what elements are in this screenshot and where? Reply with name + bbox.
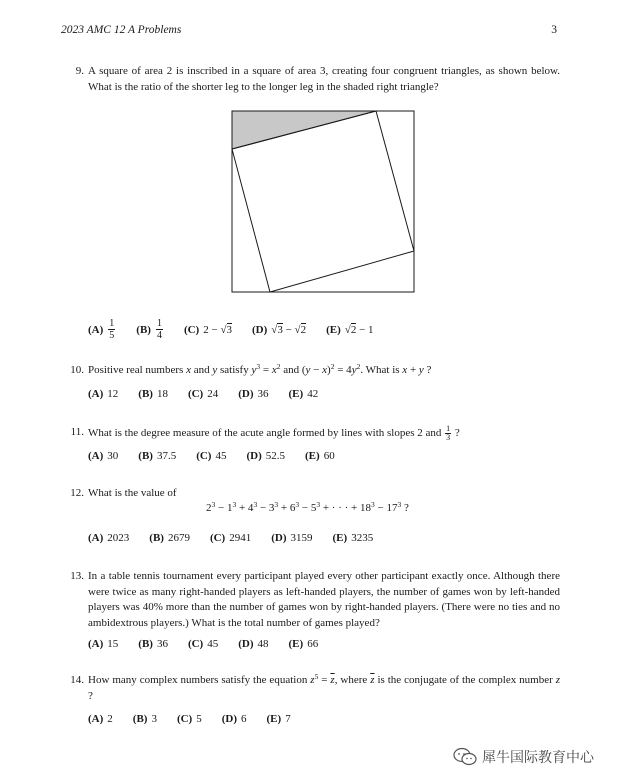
question-text: What is the value of: [88, 487, 177, 499]
choice-b[interactable]: (B) 37.5: [138, 450, 177, 462]
q11-choices: [88, 450, 355, 462]
choice-a[interactable]: (A) $\frac{1}{5}$: [88, 318, 115, 341]
choice-c[interactable]: (C) 45: [187, 638, 219, 650]
choice-e[interactable]: (E) 60: [305, 450, 335, 462]
page-header-title: 2023 AMC 12 A Problems: [61, 24, 182, 36]
question-number: 11.: [70, 426, 84, 438]
choice-e[interactable]: (E) 42: [288, 388, 319, 400]
question-9: [66, 64, 560, 95]
choice-d[interactable]: (D) 6: [221, 713, 247, 725]
choice-a[interactable]: (A) 15: [88, 638, 119, 650]
fraction-one-fourth: $\frac{1}{4}$: [156, 318, 162, 341]
wechat-icon: [452, 747, 478, 767]
choice-a[interactable]: (A) 12: [88, 388, 119, 400]
choice-e[interactable]: (E) 66: [288, 638, 319, 650]
question-text: In a table tennis tournament every participant played every other participant exactly once. Although there were twice as many right-handed players as left-handed players, the number of games won by left-handed players was 40% more than the number of games won by right-handed players. (There were no ties and no ambidextrous players.) What is the total number of games played?: [88, 570, 560, 629]
question-number: 13.: [70, 570, 84, 582]
fraction-one-fifth: $\frac{1}{5}$: [109, 318, 115, 341]
choice-d[interactable]: (D) 52.5: [246, 450, 286, 462]
choice-b[interactable]: (B) 2679: [149, 532, 190, 544]
choice-d[interactable]: (D) 36: [238, 388, 269, 400]
q10-choices: [88, 388, 338, 400]
square-diagram: [231, 110, 415, 293]
question-text: How many complex numbers satisfy the equation $z^5 = \overline{z}$, where $\overline{z}$ is the conjugate of the complex number z ?: [88, 672, 561, 702]
choice-c[interactable]: (C) 24: [187, 388, 219, 400]
choice-c[interactable]: (C) 2 − √ 3: [183, 323, 232, 336]
question-14: [66, 673, 560, 704]
choice-b[interactable]: (B) 36: [138, 638, 168, 650]
question-text: Positive real numbers x and y satisfy $y^3 = x^2$ and $(y - x)^2 = 4y^2$. What is x + y ?: [88, 362, 432, 376]
choice-a[interactable]: (A) 2023: [88, 532, 130, 544]
question-number: 9.: [75, 65, 84, 77]
choice-c[interactable]: (C) 5: [176, 713, 202, 725]
question-number: 14.: [70, 674, 84, 686]
choice-d[interactable]: (D) 48: [238, 638, 269, 650]
choice-c[interactable]: (C) 45: [196, 450, 227, 462]
watermark: [452, 747, 594, 767]
choice-d[interactable]: (D) √ 3 − √ 2: [252, 323, 307, 336]
choice-b[interactable]: (B) $\frac{1}{4}$: [136, 318, 162, 341]
fraction-one-third: $\frac{1}{3}$: [446, 424, 451, 442]
choice-e[interactable]: (E) √ 2 − 1: [326, 323, 374, 336]
question-10: [66, 363, 560, 379]
question-12: [66, 486, 560, 502]
q13-choices: [88, 638, 338, 650]
choice-b[interactable]: (B) 3: [132, 713, 157, 725]
sum-expression: $2^3 - 1^3 + 4^3 - 3^3 + 6^3 - 5^3$ + · · · + $18^3 - 17^3$ ?: [206, 500, 409, 514]
question-text: What is the degree measure of the acute angle formed by lines with slopes 2 and $\frac{1}{3}$ ?: [88, 424, 460, 442]
choice-b[interactable]: (B) 18: [138, 388, 168, 400]
q9-choices: [88, 318, 394, 341]
choice-e[interactable]: (E) 7: [266, 713, 291, 725]
question-13: [66, 569, 560, 631]
question-number: 12.: [70, 487, 84, 499]
q14-choices: [88, 713, 311, 725]
question-text: A square of area 2 is inscribed in a square of area 3, creating four congruent triangles, as shown below. What is the ratio of the shorter leg to the longer leg in the shaded right triangle?: [88, 65, 560, 93]
choice-a[interactable]: (A) 2: [88, 713, 113, 725]
choice-c[interactable]: (C) 2941: [209, 532, 252, 544]
choice-e[interactable]: (E) 3235: [332, 532, 374, 544]
q12-choices: [88, 532, 393, 544]
watermark-text: 犀牛国际教育中心: [482, 750, 594, 766]
choice-d[interactable]: (D) 3159: [271, 532, 313, 544]
question-number: 10.: [70, 364, 84, 376]
choice-a[interactable]: (A) 30: [88, 450, 119, 462]
page-number: 3: [551, 24, 557, 36]
question-11: [66, 425, 560, 442]
